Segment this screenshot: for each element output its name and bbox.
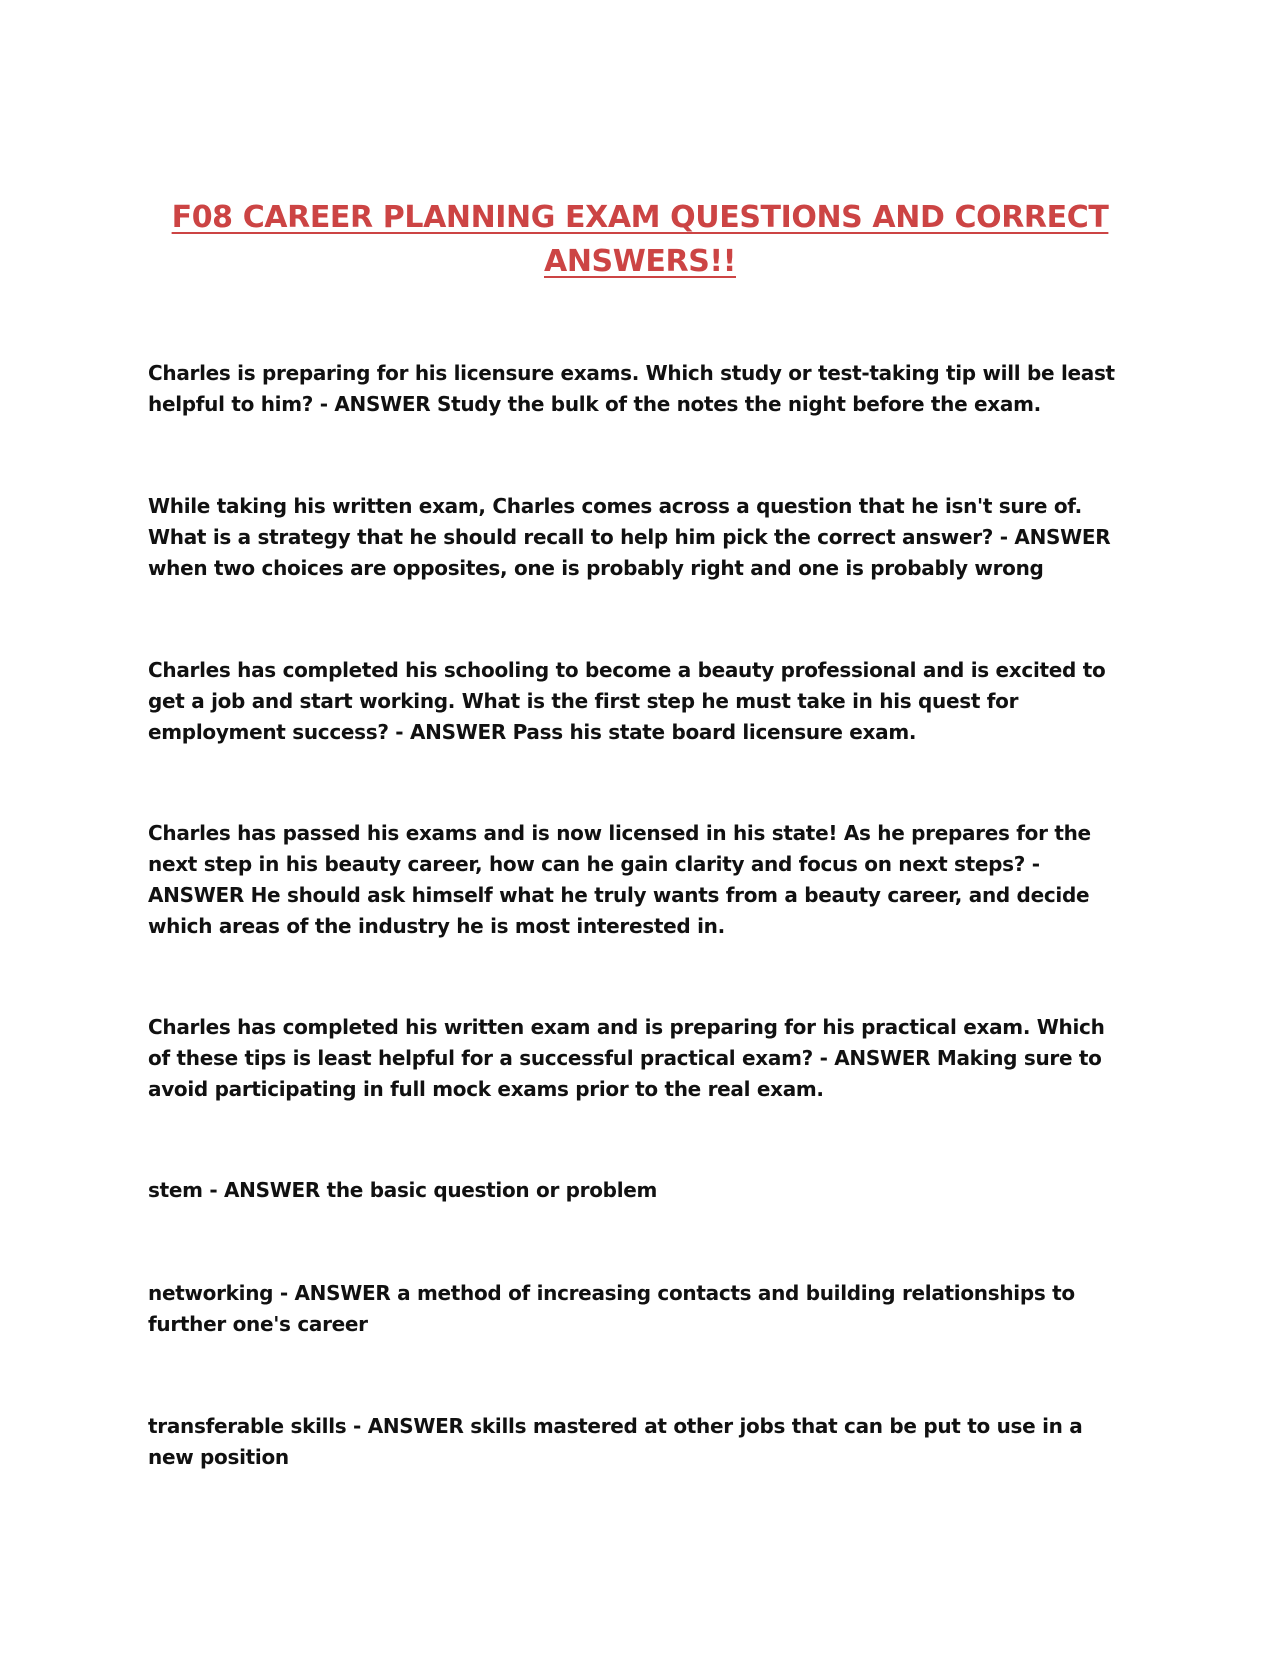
qa-item: Charles has passed his exams and is now licensed in his state! As he prepares for the next step in his beauty career, how can he gain clarity and focus on next steps? - ANSWER He should ask himself what he truly wants from a beauty career, and decide which areas of the industry he is most interested in. [148,821,1091,938]
qa-item: Charles has completed his written exam and is preparing for his practical exam. Which of these tips is least helpful for a successful practical exam? - ANSWER Making sure to avoid participating in full mock exams prior to the real exam. [148,1015,1105,1101]
document-title: F08 CAREER PLANNING EXAM QUESTIONS AND CORRECT ANSWERS!! [171,200,1109,279]
qa-item: While taking his written exam, Charles comes across a question that he isn't sure of. What is a strategy that he should recall to help him pick the correct answer? - ANSWER when two choices are opposites, one is probably right and one is probably wrong [148,494,1111,580]
qa-item: Charles has completed his schooling to become a beauty professional and is excited to get a job and start working. What is the first step he must take in his quest for employment success? - ANSWER Pass his state board licensure exam. [148,658,1106,744]
qa-item: Charles is preparing for his licensure exams. Which study or test-taking tip will be least helpful to him? - ANSWER Study the bulk of the notes the night before the exam. [148,361,1115,416]
qa-item: stem - ANSWER the basic question or problem [148,1178,658,1202]
qa-item: networking - ANSWER a method of increasing contacts and building relationships to further one's career [148,1281,1075,1336]
qa-item: transferable skills - ANSWER skills mastered at other jobs that can be put to use in a new position [148,1414,1083,1469]
